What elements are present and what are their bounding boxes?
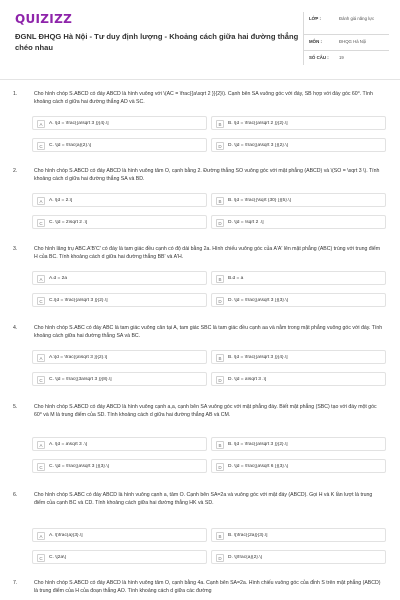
option-text: A. \[d = a\sqrt 3 .\] [49, 441, 87, 447]
option-letter: A [37, 120, 45, 128]
answer-option-c[interactable] [32, 459, 207, 473]
answer-option-b[interactable] [211, 528, 386, 542]
option-text: A. \[d = \frac{{a\sqrt 3 }}{4}.\] [49, 120, 109, 126]
option-text: B.d = a [228, 275, 244, 281]
option-letter: C [37, 463, 45, 471]
document-header [0, 0, 400, 82]
option-text: B. \[\frac{{2a}}{3}.\] [228, 532, 268, 538]
question-text: Cho hình chóp S.ABC có đáy ABC là tam giác vuông cân tại A, tam giác SBC là tam giác đều cạnh aa và nằm trong mặt phẳng vuông góc với đáy. Tính khoảng cách giữa hai đường thẳng SA và BC. [34, 325, 383, 339]
document-title: ĐGNL ĐHQG Hà Nội - Tư duy định lượng - Khoảng cách giữa hai đường thẳng chéo nhau [15, 32, 299, 52]
question-number: 1. [13, 91, 18, 97]
question-number: 4. [13, 325, 18, 331]
question-number: 5. [13, 404, 18, 410]
meta-value: 19 [339, 55, 344, 60]
option-letter: D [216, 142, 224, 150]
option-text: C. \[2a\] [49, 554, 66, 560]
option-letter: D [216, 376, 224, 384]
answer-option-d[interactable] [211, 293, 386, 307]
meta-row-class [304, 12, 389, 35]
meta-table [303, 12, 389, 65]
option-text: D. \[d = \frac{{a\sqrt 6 }}{3}.\] [228, 463, 288, 469]
option-text: D. \[d = \frac{{a\sqrt 3 }}{3}.\] [228, 297, 288, 303]
answer-option-d[interactable] [211, 138, 386, 152]
option-text: B. \[d = \frac{{a\sqrt 3 }}{2}.\] [228, 441, 288, 447]
option-text: A.\[d = \frac{{a\sqrt 3 }}{2}.\] [49, 354, 108, 360]
option-text: D. \[d = a\sqrt 3 .\] [228, 376, 267, 382]
option-letter: A [37, 275, 45, 283]
answer-option-a[interactable] [32, 350, 207, 364]
answer-option-c[interactable] [32, 138, 207, 152]
meta-row-subject [304, 35, 389, 51]
quizizz-logo: QUIZIZZ [15, 12, 73, 26]
question-number: 2. [13, 168, 18, 174]
option-letter: D [216, 554, 224, 562]
option-letter: B [216, 120, 224, 128]
answer-option-d[interactable] [211, 459, 386, 473]
question-text: Cho hình chóp S.ABCD có đáy ABCD là hình vuông cạnh a,a, cạnh bên SA vuông góc với mặt phẳng đáy. Biết mặt phẳng (SBC) tạo với đáy một góc 60⁰ và M là trung điểm của SD. Tính khoảng cách d giữa hai đường thẳng AB và CM. [34, 404, 377, 418]
answer-option-a[interactable] [32, 437, 207, 451]
option-letter: B [216, 275, 224, 283]
meta-label: SỐ CÂU : [309, 55, 329, 60]
question-text: Cho hình chóp S.ABCD có đáy ABCD là hình vuông tâm O, cạnh bằng 4a. Cạnh bên SA=2a. Hình chiếu vuông góc của đỉnh S trên mặt phẳng (ABCD) là trung điểm của H của đoạn thẳng AO. Tính khoảng cách d giữa các đường [34, 580, 381, 594]
answer-option-b[interactable] [211, 116, 386, 130]
meta-value: Đánh giá năng lực [339, 16, 375, 21]
option-letter: B [216, 441, 224, 449]
option-letter: C [37, 297, 45, 305]
answer-option-a[interactable] [32, 116, 207, 130]
option-letter: A [37, 532, 45, 540]
option-letter: C [37, 376, 45, 384]
option-letter: A [37, 354, 45, 362]
option-text: B. \[d = \frac{{a\sqrt 3 }}{4}.\] [228, 354, 288, 360]
answer-option-b[interactable] [211, 437, 386, 451]
option-letter: A [37, 441, 45, 449]
answer-option-c[interactable] [32, 215, 207, 229]
option-letter: B [216, 354, 224, 362]
option-text: A. \[\frac{a}{3}.\] [49, 532, 83, 538]
option-text: B. \[d = \frac{{a\sqrt 2 }}{2}.\] [228, 120, 288, 126]
option-text: B. \[d = \frac{{\sqrt {30} }}{5}.\] [228, 197, 291, 203]
answer-option-d[interactable] [211, 215, 386, 229]
meta-label: LỚP : [309, 16, 321, 21]
option-letter: A [37, 197, 45, 205]
answer-option-c[interactable] [32, 550, 207, 564]
question-number: 3. [13, 246, 18, 252]
option-letter: D [216, 463, 224, 471]
option-text: A.d = 2a [49, 275, 68, 281]
option-letter: D [216, 219, 224, 227]
option-letter: C [37, 554, 45, 562]
meta-label: MÔN : [309, 39, 322, 44]
answer-option-b[interactable] [211, 350, 386, 364]
meta-value: ĐHQG Hà Nội [339, 39, 367, 44]
answer-option-c[interactable] [32, 293, 207, 307]
answer-option-a[interactable] [32, 271, 207, 285]
header-divider [0, 79, 400, 80]
option-letter: C [37, 142, 45, 150]
option-letter: D [216, 297, 224, 305]
question-number: 7. [13, 580, 18, 586]
option-text: C. \[d = \frac{a}{2}.\] [49, 142, 92, 148]
answer-option-d[interactable] [211, 550, 386, 564]
question-text: Cho hình lăng trụ ABC.A'B'C' có đáy là tam giác đều cạnh có độ dài bằng 2a. Hình chiếu vuông góc của A'A' lên mặt phẳng (ABC) trùng với trung điểm H của BC. Tính khoảng cách d giữa hai đường thẳng BB' và A'H. [34, 246, 381, 260]
option-text: C.\[d = \frac{{a\sqrt 3 }}{2}.\] [49, 297, 108, 303]
option-text: A. \[d = 2.\] [49, 197, 73, 203]
option-text: C. \[d = 2\sqrt 2 .\] [49, 219, 88, 225]
answer-option-a[interactable] [32, 193, 207, 207]
question-number: 6. [13, 492, 18, 498]
option-letter: B [216, 197, 224, 205]
question-text: Cho hình chóp S.ABC có đáy ABCD là hình vuông cạnh a, tâm O. Cạnh bên SA=2a và vuông góc với mặt đáy (ABCD). Gọi H và K lần lượt là trung điểm của cạnh BC và CD. Tính khoảng cách giữa hai đường thẳng HK và SD. [34, 492, 373, 506]
option-text: D. \[d = \frac{{a\sqrt 3 }}{2}.\] [228, 142, 288, 148]
answer-option-a[interactable] [32, 528, 207, 542]
option-letter: B [216, 532, 224, 540]
answer-option-d[interactable] [211, 372, 386, 386]
option-letter: C [37, 219, 45, 227]
option-text: C. \[d = \frac{{a\sqrt 3 }}{3}.\] [49, 463, 109, 469]
answer-option-b[interactable] [211, 271, 386, 285]
question-text: Cho hình chóp S.ABCD có đáy ABCD là hình vuông tâm O, cạnh bằng 2. Đường thẳng SO vuông góc với mặt phẳng (ABCD) và \(SO = \sqrt 3 \). Tính khoảng cách d giữa hai đường thẳng SA và BD. [34, 168, 380, 182]
option-text: C. \[d = \frac{{3a\sqrt 3 }}{8}.\] [49, 376, 112, 382]
question-text: Cho hình chóp S.ABCD có đáy ABCD là hình vuông với \(AC = \frac{{a\sqrt 2 }}{2}\). Cạnh bên SA vuông góc với đáy, SB hợp với đáy góc 60⁰. Tính khoảng cách d giữa hai đường thẳng AD và SC. [34, 91, 373, 105]
meta-row-count [304, 51, 389, 65]
answer-option-c[interactable] [32, 372, 207, 386]
option-text: D. \[\frac{a}{2}.\] [228, 554, 262, 560]
answer-option-b[interactable] [211, 193, 386, 207]
option-text: D. \[d = \sqrt 2 .\] [228, 219, 264, 225]
